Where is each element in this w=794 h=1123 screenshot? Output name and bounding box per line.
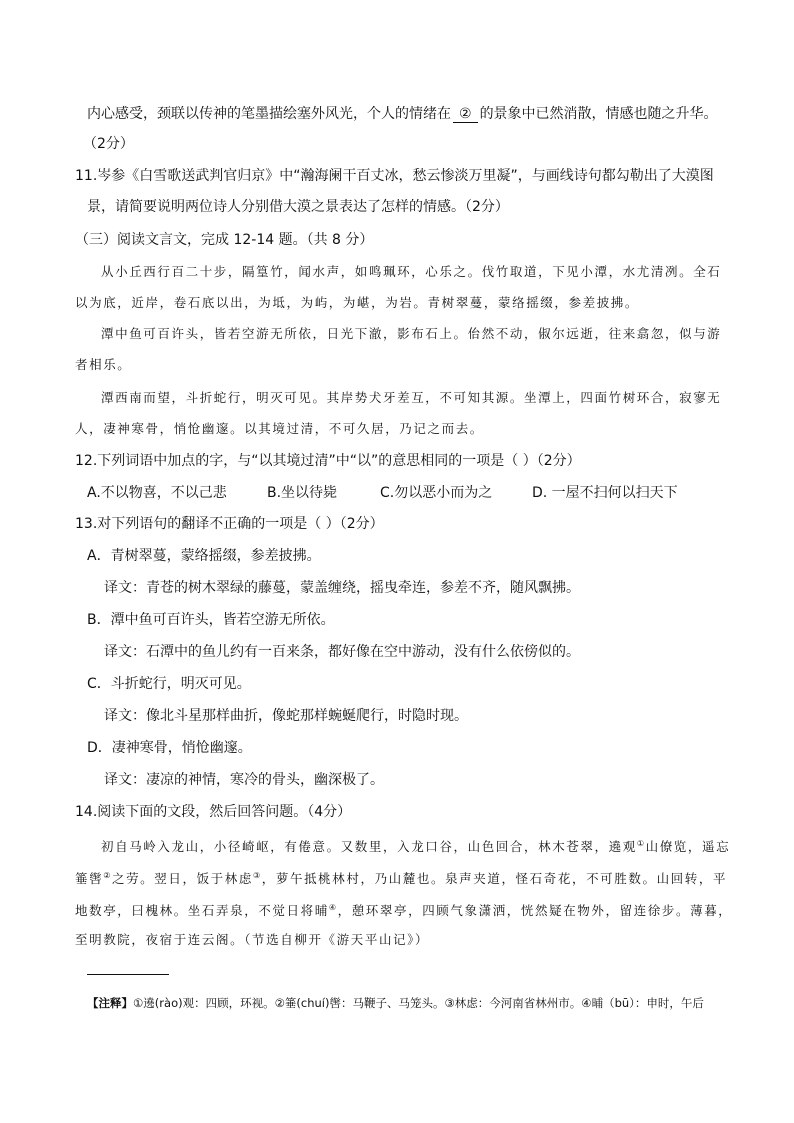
- q13-option-b-translation: 译文：石潭中的鱼儿约有一百来条，都好像在空中游动，没有什么依傍似的。: [104, 644, 580, 660]
- footnote-divider: [87, 974, 169, 975]
- q14-passage-line-2: [75, 866, 727, 889]
- q12-option-c[interactable]: C.勿以恶小而为之: [380, 485, 493, 501]
- text-run: 之劳。翌日，饭于林虑: [111, 871, 253, 887]
- text-run: ，萝午抵桃林村，乃山麓也。泉声夹道，怪石奇花，不可胜数。山回转，平: [261, 871, 728, 887]
- footnote-label: 【注释】: [87, 996, 133, 1010]
- footnote-ref-3: ③: [253, 871, 262, 880]
- section-3-heading: （三）阅读文言文，完成 12-14 题。（共 8 分）: [75, 232, 374, 248]
- text-run: 内心感受，颈联以传神的笔墨描绘塞外风光，个人的情绪在: [87, 106, 451, 122]
- q12-option-a[interactable]: A.不以物喜，不以己悲: [87, 485, 227, 501]
- footnote-ref-4: ④: [328, 903, 338, 912]
- q14-passage-line-4: 至明教院，夜宿于连云阁。（节选自柳开《游天平山记》）: [75, 932, 430, 947]
- q13-option-a[interactable]: A．青树翠蔓，蒙络摇缀，参差披拂。: [87, 548, 321, 564]
- footnote-ref-2: ②: [103, 871, 112, 880]
- q13-option-c[interactable]: C．斗折蛇行，明灭可见。: [87, 676, 251, 692]
- footnote-ref-1: ①: [636, 839, 646, 848]
- text-run: 地数亭，曰槐林。坐石弄泉，不觉日将晡: [75, 903, 329, 919]
- q14-passage-line-1: [101, 834, 730, 857]
- text-run: 箠辔: [75, 871, 104, 887]
- text-run: 的景象中已然消散，情感也随之升华。: [479, 106, 718, 122]
- q13-option-b[interactable]: B．潭中鱼可百许头，皆若空游无所依。: [87, 612, 335, 628]
- q14-passage-line-3: [75, 898, 732, 921]
- text-run: 山僚览，遥忘: [645, 839, 731, 855]
- q12-option-d[interactable]: D. 一屋不扫何以扫天下: [532, 485, 678, 501]
- q13-option-d[interactable]: D．凄神寒骨，悄怆幽邃。: [87, 740, 252, 756]
- passage-p3-line-1: 潭西南而望，斗折蛇行，明灭可见。其岸势犬牙差互，不可知其源。坐潭上，四面竹树环合，寂寥无: [101, 390, 722, 405]
- passage-p2-line-1: 潭中鱼可百许头，皆若空游无所依，日光下澈，影布石上。佁然不动，俶尔远逝，往来翕忽，似与游: [101, 326, 722, 341]
- q12-stem: 12.下列词语中加点的字，与“以其境过清”中“以”的意思相同的一项是（ ）（2分）: [75, 453, 581, 469]
- passage-p1-line-1: 从小丘西行百二十步，隔篁竹，闻水声，如鸣珮环，心乐之。伐竹取道，下见小潭，水尤清冽。全石: [101, 264, 722, 279]
- q14-stem: 14.阅读下面的文段，然后回答问题。（4分）: [75, 804, 352, 820]
- q11-stem-line-1: 11.岑参《白雪歌送武判官归京》中“瀚海阑干百丈冰，愁云惨淡万里凝”，与画线诗句都勾勒出了大漠图: [75, 168, 714, 184]
- footnote-text: ①遶(rào)观：四顾，环视。②箠(chuí)辔：马鞭子、马笼头。③林虑：今河南省林州市。④晡（bū）：申时，午后: [133, 996, 704, 1010]
- text-run: ，憩环翠亭，四顾气象潇洒，恍然疑在物外，留连徐步。薄暮，: [337, 903, 733, 919]
- q13-option-a-translation: 译文：青苍的树木翠绿的藤蔓，蒙盖缠绕，摇曳牵连，参差不齐，随风飘拂。: [104, 580, 580, 596]
- q13-option-c-translation: 译文：像北斗星那样曲折，像蛇那样蜿蜒爬行，时隐时现。: [104, 708, 468, 724]
- fill-blank-2[interactable]: ②: [453, 106, 478, 123]
- q11-stem-line-2: 景，请简要说明两位诗人分别借大漠之景表达了怎样的情感。（2分）: [87, 199, 509, 215]
- q13-stem: 13.对下列语句的翻译不正确的一项是（ ）（2分）: [75, 516, 384, 532]
- footnote-notes: [87, 994, 704, 1012]
- q12-option-b[interactable]: B.坐以待毙: [267, 485, 338, 501]
- passage-p1-line-2: 以为底，近岸，卷石底以出，为坻，为屿，为嵁，为岩。青树翠蔓，蒙络摇缀，参差披拂。: [75, 295, 640, 310]
- passage-p2-line-2: 者相乐。: [75, 357, 132, 372]
- q13-option-d-translation: 译文：凄凉的神情，寒冷的骨头，幽深极了。: [104, 772, 384, 788]
- text-run: 初自马岭入龙山，小径崎岖，有倦意。又数里，入龙口谷，山色回合，林木苍翠，遶观: [101, 839, 637, 855]
- passage-p3-line-2: 人，凄神寒骨，悄怆幽邃。以其境过清，不可久居，乃记之而去。: [75, 421, 484, 436]
- q10-continuation-line-1: [87, 104, 718, 124]
- q10-score: （2分）: [83, 136, 134, 152]
